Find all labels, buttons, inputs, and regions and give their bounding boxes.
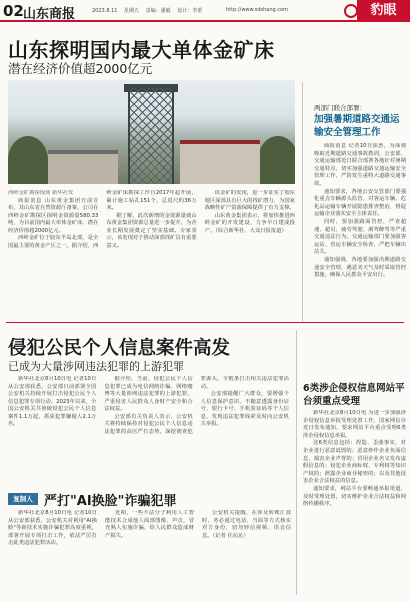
designer-credit: 设计：李蕾 bbox=[177, 8, 203, 14]
side-paragraph: 商报消息 记者10日获悉，为深刻吸取近期道路交通事故教训，公安部、交通运输部近日联合部署各地针对暑期交通特点，切实加强道路交通运输安全管理工作，严防发生重特大道路交通事故。 bbox=[314, 143, 406, 187]
story4-headline: 6类涉企侵权信息网站平台须重点受理 bbox=[303, 383, 405, 407]
page-number: 02 bbox=[3, 2, 24, 20]
tree-shape bbox=[8, 136, 48, 184]
story2-article-body bbox=[8, 376, 289, 486]
story3-tag: 复制人 bbox=[8, 493, 38, 505]
issue-weekday: 星期五 bbox=[124, 8, 140, 14]
story3-paragraph: 近期，一些不法分子利用人工智能技术合成他人面部图像、声音，冒充熟人实施诈骗，给人民群众造成财产损失。 bbox=[105, 510, 194, 539]
section-ring-icon bbox=[344, 4, 358, 18]
story4-paragraph: 通知要求，网站平台要畅通举报渠道，及时受理处置，切实维护企业合法权益和网络传播秩序。 bbox=[303, 485, 406, 508]
lead-paragraph: 山东黄金集团表示，将加快推进西岭金矿的开发建设，力争早日建成投产。（综合新华社、大众日报报道） bbox=[204, 212, 295, 234]
column-divider bbox=[302, 82, 303, 322]
story2-headline: 侵犯公民个人信息案件高发 bbox=[8, 338, 231, 359]
story3-paragraph: 新华社北京8月10日电 记者10日从公安部获悉，公安机关对利用"AI换脸"等新技术实施诈骗犯罪高度重视，部署开展专项打击工作，依法严厉打击此类违法犯罪活动。 bbox=[8, 510, 97, 546]
lead-paragraph: 该金矿的发现，进一步证实了胶东地区深部具有巨大的找矿潜力，为国家战略性矿产资源保障提供了有力支撑。 bbox=[204, 190, 295, 211]
lead-caption: 西岭金矿勘探现场 新华社发 bbox=[8, 190, 74, 196]
newspaper-name: 山东商报 bbox=[23, 7, 76, 22]
lead-paragraph: 西岭金矿位于胶东半岛北部，是全国最主要的黄金产区之一。据介绍，西岭金矿床勘探工作自2017年起开展，累计施工钻孔151个，总进尺约36万米。 bbox=[8, 190, 197, 249]
story2-paragraph: 新华社北京8月10日电 记者10日从公安部获悉，公安部日前部署全国公安机关持续开展打击侵犯公民个人信息犯罪专项行动。2023年以来，全国公安机关共侦破侵犯公民个人信息案件1.1万起，抓获犯罪嫌疑人2.1万名。 bbox=[8, 376, 97, 427]
issue-date: 2023.8.11 bbox=[92, 8, 118, 14]
tree-shape bbox=[258, 136, 295, 184]
side-kicker: 两部门联合部署： bbox=[314, 104, 366, 112]
lead-subheadline: 潜在经济价值超2000亿元 bbox=[8, 61, 153, 76]
story3-article-body bbox=[8, 510, 291, 598]
column-divider bbox=[296, 330, 297, 595]
mine-headframe bbox=[128, 88, 174, 184]
side-paragraph: 通知要求，各地公安交管部门要强化重点车辆源头监管，对客运车辆、危化品运输车辆开展隐患排查整治，督促运输企业落实安全主体责任。 bbox=[314, 188, 406, 218]
side-article-body bbox=[314, 143, 406, 313]
story4-article-body bbox=[303, 410, 406, 598]
lead-paragraph: 商报消息 山东黄金集团日前宣布，其山东省自然资源厅备案，公司在西岭金矿勘探区探明金资源量580.33吨，为目前国内最大单体金矿床，潜在经济价值超2000亿元。 bbox=[8, 197, 99, 234]
lead-photo bbox=[8, 80, 295, 184]
page-header bbox=[0, 0, 410, 22]
lead-article-body bbox=[8, 190, 295, 318]
building-shape bbox=[48, 150, 118, 184]
section-divider bbox=[6, 322, 404, 323]
story2-paragraph: 公安部有关负责人表示，公安机关将持续保持对侵犯公民个人信息违法犯罪的高压严打态势，深挖彻查犯罪源头，全链条打击相关违法犯罪活动。 bbox=[104, 376, 289, 435]
section-logo: 豹眼 bbox=[357, 0, 410, 22]
story3-headline: 严打"AI换脸"诈骗犯罪 bbox=[44, 494, 177, 509]
story3-paragraph: 公安机关提醒，在涉及转账汇款时，务必通过电话、当面等方式核实对方身份，切勿轻信视频、语音信息。（记者 任沁沁） bbox=[202, 510, 291, 539]
side-headline: 加强暑期道路交通运输安全管理工作 bbox=[314, 114, 400, 138]
lead-headline: 山东探明国内最大单体金矿床 bbox=[8, 38, 275, 62]
lead-paragraph: 据了解，此次新增的金资源量使山东黄金集团资源总量进一步提升，为企业长期发展奠定了坚实基础。专家表示，该发现对于推动深部找矿具有重要意义。 bbox=[106, 212, 197, 249]
editor-credit: 责编：潘毅 bbox=[145, 8, 171, 14]
story4-paragraph: 新华社北京8月10日电 为进一步加强涉企侵权信息举报受理处置工作，国家网信办近日发布通知，要求网站平台重点受理6类涉企侵权信息举报。 bbox=[303, 410, 406, 439]
story2-paragraph: 据介绍，当前，侵犯公民个人信息犯罪已成为电信网络诈骗、网络赌博等大量涉网违法犯罪的上游犯罪，严重侵害人民群众人身财产安全和合法权益。 bbox=[104, 376, 193, 412]
story2-subheadline: 已成为大量涉网违法犯罪的上游犯罪 bbox=[8, 360, 184, 373]
story4-paragraph: 这6类信息包括：捏造、歪曲事实，对企业进行恶意诋毁的；恶意炒作企业负面信息，损害企业声誉的；冒用企业名义发布虚假信息的；侵犯企业商标权、专利权等知识产权的；泄露企业商业秘密的；以及其他侵害企业合法权益的信息。 bbox=[303, 440, 406, 485]
story2-paragraph: 公安部提醒广大群众，要增强个人信息保护意识，不随意透露身份证号、银行卡号、手机验证码等个人信息，发现违法犯罪线索及时向公安机关举报。 bbox=[200, 391, 289, 427]
building-shape bbox=[180, 140, 260, 184]
side-paragraph: 通知强调，各地要加强汛期道路交通安全管理，遇恶劣天气及时采取管控措施，确保人民群众平安出行。 bbox=[314, 256, 406, 279]
issue-meta bbox=[92, 7, 207, 14]
site-url: http://www.sdshang.com bbox=[226, 7, 288, 13]
side-paragraph: 同时，要加强路面管控，严查超速、超员、疲劳驾驶、酒驾醉驾等严重交通违法行为。交通运输部门要加强客运站、营运车辆安全检查，严把车辆出站关。 bbox=[314, 218, 406, 256]
